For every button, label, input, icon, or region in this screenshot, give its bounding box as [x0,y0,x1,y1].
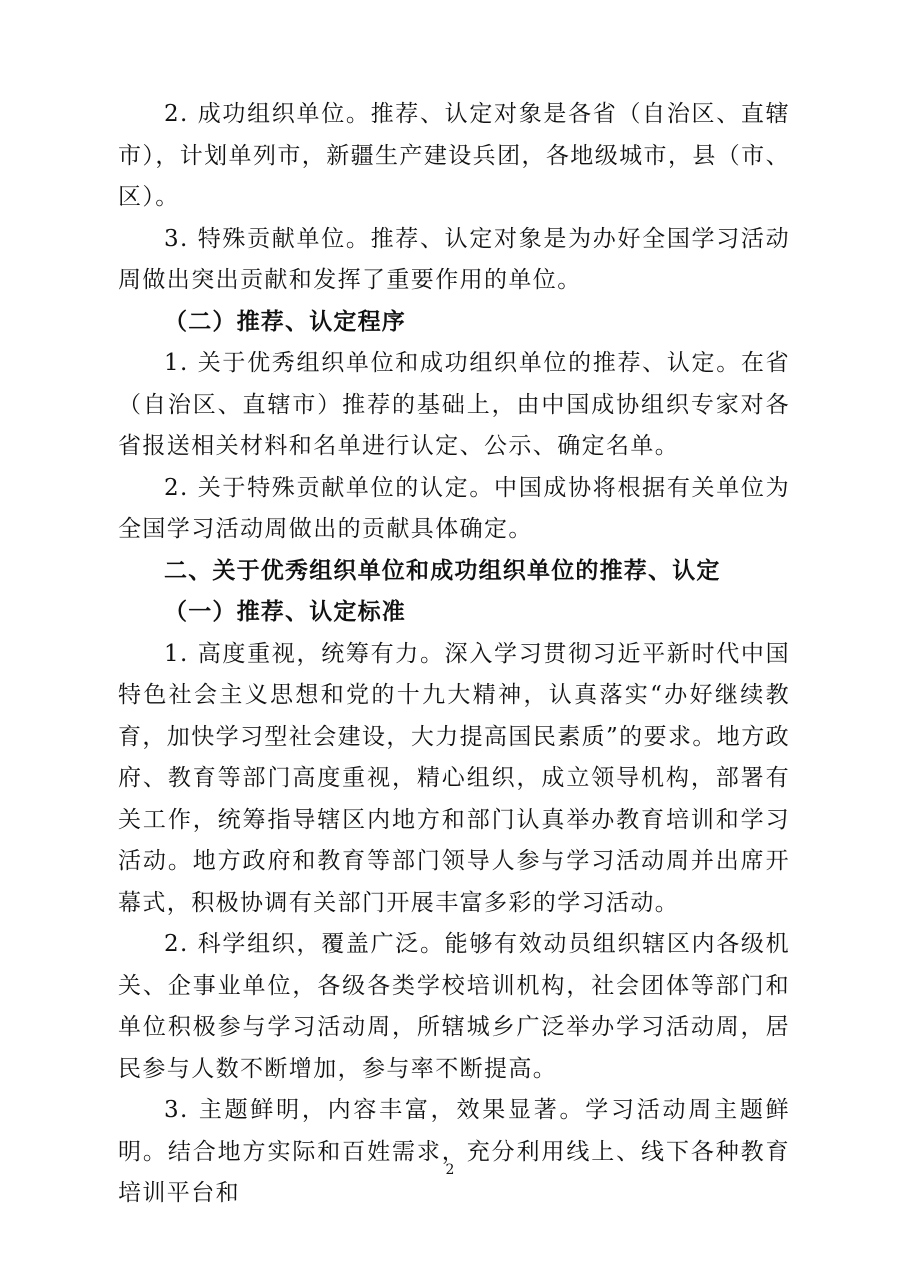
heading-section-two: 二、关于优秀组织单位和成功组织单位的推荐、认定 [164,557,721,584]
paragraph-procedure-2: 2. 关于特殊贡献单位的认定。中国成协将根据有关单位为全国学习活动周做出的贡献具体确定。 [118,474,790,542]
heading-procedure: （二）推荐、认定程序 [164,308,406,335]
paragraph-criteria-3: 3. 主题鲜明，内容丰富，效果显著。学习活动周主题鲜明。结合地方实际和百姓需求，充分利用线上、线下各种教育培训平台和 [118,1097,790,1206]
heading-criteria: （一）推荐、认定标准 [164,599,406,625]
paragraph-special-contribution-units: 3. 特殊贡献单位。推荐、认定对象是为办好全国学习活动周做出突出贡献和发挥了重要作用的单位。 [118,225,790,293]
paragraph-procedure-1: 1. 关于优秀组织单位和成功组织单位的推荐、认定。在省（自治区、直辖市）推荐的基础上，由中国成协组织专家对各省报送相关材料和名单进行认定、公示、确定名单。 [118,350,790,459]
document-body [118,94,790,1215]
page-number: 2 [445,1162,455,1178]
paragraph-criteria-1: 1. 高度重视，统筹有力。深入学习贯彻习近平新时代中国特色社会主义思想和党的十九大精神，认真落实“办好继续教育，加快学习型社会建设，大力提高国民素质”的要求。地方政府、教育等部门高度重视，精心组织，成立领导机构，部署有关工作，统筹指导辖区内地方和部门认真举办教育培训和学习活动。地方政府和教育等部门领导人参与学习活动周并出席开幕式，积极协调有关部门开展丰富多彩的学习活动。 [118,640,790,916]
paragraph-successful-units: 2. 成功组织单位。推荐、认定对象是各省（自治区、直辖市），计划单列市，新疆生产建设兵团，各地级城市，县（市、区）。 [118,101,790,210]
paragraph-criteria-2: 2. 科学组织，覆盖广泛。能够有效动员组织辖区内各级机关、企事业单位，各级各类学校培训机构，社会团体等部门和单位积极参与学习活动周，所辖城乡广泛举办学习活动周，居民参与人数不断增加，参与率不断提高。 [118,931,790,1082]
